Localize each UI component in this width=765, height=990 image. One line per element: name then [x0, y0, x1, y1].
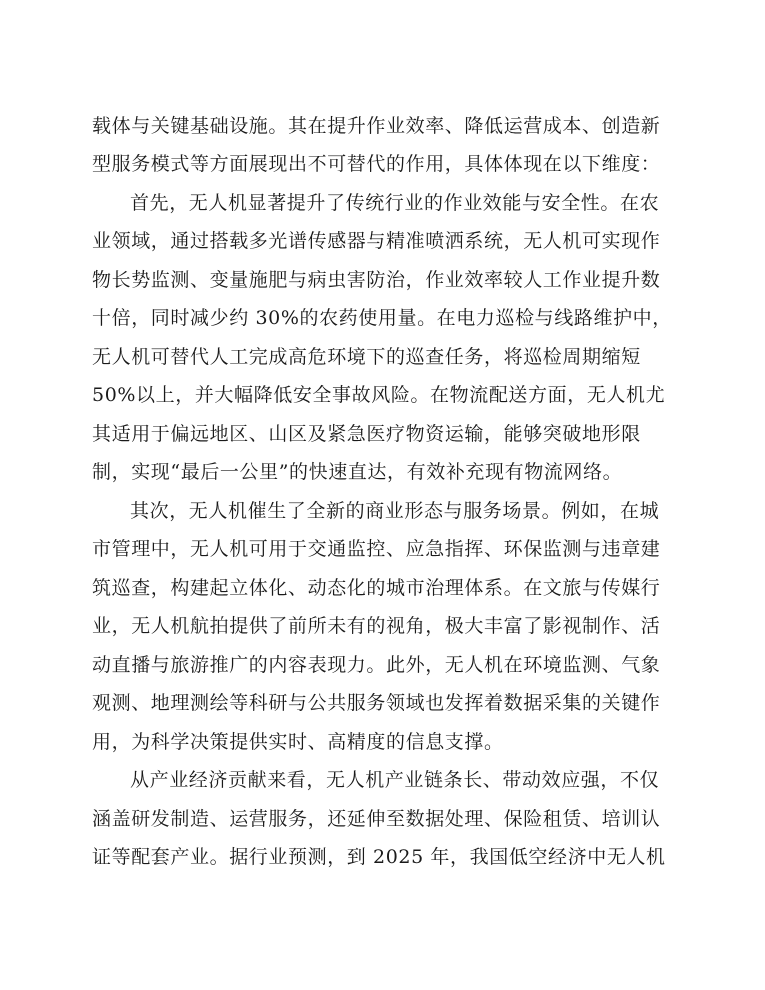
text-line: 无人机可替代人工完成高危环境下的巡查任务，将巡检周期缩短: [92, 346, 641, 368]
text-line: 市管理中，无人机可用于交通监控、应急指挥、环保监测与违章建: [92, 538, 661, 560]
text-line: 证等配套产业。据行业预测，到 2025 年，我国低空经济中无人机: [92, 846, 666, 868]
text-line: 其适用于偏远地区、山区及紧急医疗物资运输，能够突破地形限: [92, 423, 641, 445]
text-line: 涵盖研发制造、运营服务，还延伸至数据处理、保险租赁、培训认: [92, 808, 661, 830]
text-line: 业，无人机航拍提供了前所未有的视角，极大丰富了影视制作、活: [92, 615, 661, 637]
paragraph-first-line: 其次，无人机催生了全新的商业形态与服务场景。例如，在城: [130, 500, 660, 522]
text-line: 业领域，通过搭载多光谱传感器与精准喷洒系统，无人机可实现作: [92, 230, 661, 252]
text-line: 型服务模式等方面展现出不可替代的作用，具体体现在以下维度：: [92, 153, 661, 175]
paragraph-first-line: 首先，无人机显著提升了传统行业的作业效能与安全性。在农: [130, 192, 660, 214]
text-line: 动直播与旅游推广的内容表现力。此外，无人机在环境监测、气象: [92, 654, 661, 676]
paragraph-first-line: 从产业经济贡献来看，无人机产业链条长、带动效应强，不仅: [130, 769, 660, 791]
text-line: 十倍，同时减少约 30%的农药使用量。在电力巡检与线路维护中，: [92, 307, 672, 329]
text-line: 50%以上，并大幅降低安全事故风险。在物流配送方面，无人机尤: [92, 384, 666, 406]
text-line: 制，实现“最后一公里”的快速直达，有效补充现有物流网络。: [92, 461, 623, 483]
text-line: 观测、地理测绘等科研与公共服务领域也发挥着数据采集的关键作: [92, 692, 661, 714]
text-line: 载体与关键基础设施。其在提升作业效率、降低运营成本、创造新: [92, 115, 661, 137]
text-line: 用，为科学决策提供实时、高精度的信息支撑。: [92, 731, 504, 753]
text-line: 物长势监测、变量施肥与病虫害防治，作业效率较人工作业提升数: [92, 269, 661, 291]
text-line: 筑巡查，构建起立体化、动态化的城市治理体系。在文旅与传媒行: [92, 577, 661, 599]
